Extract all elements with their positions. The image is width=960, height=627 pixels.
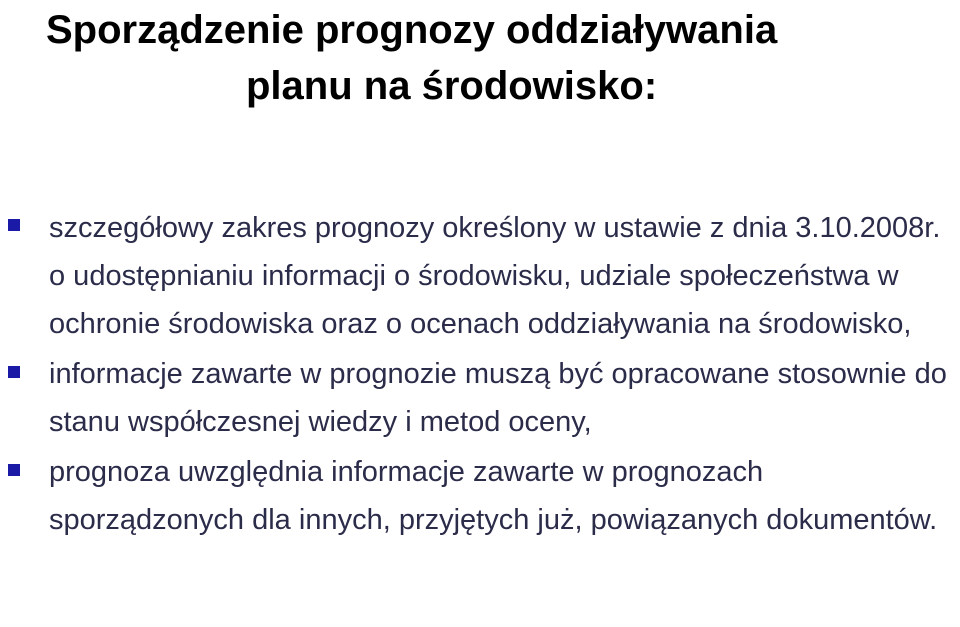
square-bullet-icon	[8, 464, 20, 476]
bullet-text: szczegółowy zakres prognozy określony w ustawie z dnia 3.10.2008r. o udostępnianiu informacji o środowisku, udziale społeczeństwa w ochronie środowiska oraz o ocenach oddziaływania na środowisko,	[49, 212, 941, 340]
bullet-item	[0, 204, 960, 348]
slide-title-line-2: planu na środowisko:	[246, 64, 658, 108]
bullet-list	[0, 204, 960, 544]
bullet-item	[0, 350, 960, 446]
slide-title-line-1: Sporządzenie prognozy oddziaływania	[46, 8, 778, 52]
square-bullet-icon	[8, 366, 20, 378]
bullet-item	[0, 448, 960, 544]
bullet-text: prognoza uwzględnia informacje zawarte w prognozach sporządzonych dla innych, przyjętych już, powiązanych dokumentów.	[49, 456, 938, 536]
bullet-text: informacje zawarte w prognozie muszą być opracowane stosownie do stanu współczesnej wiedzy i metod oceny,	[49, 358, 947, 438]
square-bullet-icon	[8, 219, 20, 231]
slide-title	[0, 2, 960, 114]
